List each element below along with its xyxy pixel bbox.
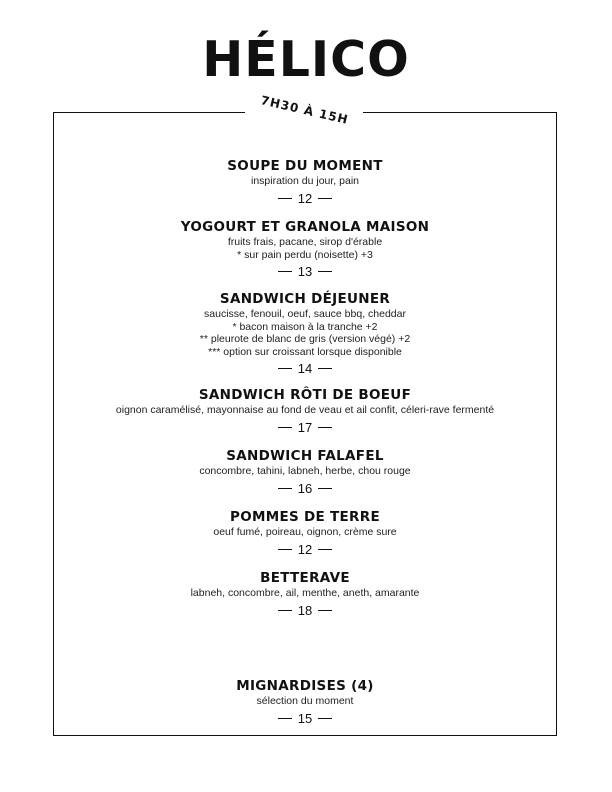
menu-item: [53, 448, 557, 497]
dash-right: [318, 368, 332, 369]
dash-right: [318, 549, 332, 550]
dash-left: [278, 549, 292, 550]
item-name: SANDWICH FALAFEL: [226, 448, 384, 464]
item-price: 13: [297, 264, 313, 279]
item-price-row: [53, 263, 557, 280]
dash-right: [318, 610, 332, 611]
item-price: 15: [297, 710, 313, 726]
item-price: 14: [297, 361, 313, 376]
item-desc: * bacon maison à la tranche +2: [232, 320, 378, 333]
dash-left: [278, 718, 292, 719]
menu-item: [53, 158, 557, 207]
opening-hours: 7H30 À 15H: [259, 93, 350, 127]
dash-right: [318, 427, 332, 428]
item-name: SOUPE DU MOMENT: [227, 158, 383, 174]
item-price-row: [53, 360, 557, 377]
item-desc: fruits frais, pacane, sirop d'érable: [227, 236, 383, 248]
item-desc: oeuf fumé, poireau, oignon, crème sure: [213, 526, 397, 538]
item-name: SANDWICH RÔTI DE BOEUF: [198, 387, 412, 403]
item-price-row: [53, 419, 557, 436]
dash-left: [278, 368, 292, 369]
menu-item: [53, 570, 557, 619]
item-desc: saucisse, fenouil, oeuf, sauce bbq, cheddar: [204, 308, 406, 320]
item-price-row: [53, 541, 557, 558]
menu-item: [53, 509, 557, 558]
dash-right: [318, 718, 332, 719]
menu-item: [53, 219, 557, 280]
item-price: 12: [297, 541, 313, 557]
item-desc: sélection du moment: [256, 695, 354, 707]
item-name: MIGNARDISES (4): [236, 678, 374, 694]
item-desc: oignon caramélisé, mayonnaise au fond de veau et ail confit, céleri-rave fermenté: [115, 404, 495, 416]
item-desc: concombre, tahini, labneh, herbe, chou rouge: [199, 465, 411, 477]
item-name: BETTERAVE: [260, 570, 350, 586]
dash-right: [318, 198, 332, 199]
dash-left: [278, 610, 292, 611]
item-price-row: [53, 602, 557, 619]
item-desc: *** option sur croissant lorsque disponible: [208, 345, 402, 358]
dash-left: [278, 427, 292, 428]
item-name: SANDWICH DÉJEUNER: [219, 291, 391, 307]
item-desc: labneh, concombre, ail, menthe, aneth, amarante: [190, 587, 420, 599]
item-name: YOGOURT ET GRANOLA MAISON: [180, 219, 430, 235]
menu-item: [53, 678, 557, 727]
dash-right: [318, 271, 332, 272]
restaurant-title: HÉLICO: [202, 31, 410, 88]
item-price: 16: [297, 480, 313, 496]
item-price: 18: [297, 602, 313, 618]
menu-item: [53, 291, 557, 377]
item-desc: ** pleurote de blanc de gris (version végé) +2: [199, 333, 411, 345]
item-price: 12: [297, 190, 313, 206]
item-name: POMMES DE TERRE: [230, 509, 380, 525]
item-price-row: [53, 190, 557, 207]
item-price-row: [53, 710, 557, 727]
dash-left: [278, 198, 292, 199]
dash-left: [278, 488, 292, 489]
item-price-row: [53, 480, 557, 497]
dash-right: [318, 488, 332, 489]
menu-item: [53, 387, 557, 436]
item-price: 17: [297, 419, 313, 435]
item-desc: inspiration du jour, pain: [251, 175, 359, 187]
dash-left: [278, 271, 292, 272]
item-desc: * sur pain perdu (noisette) +3: [237, 248, 373, 261]
